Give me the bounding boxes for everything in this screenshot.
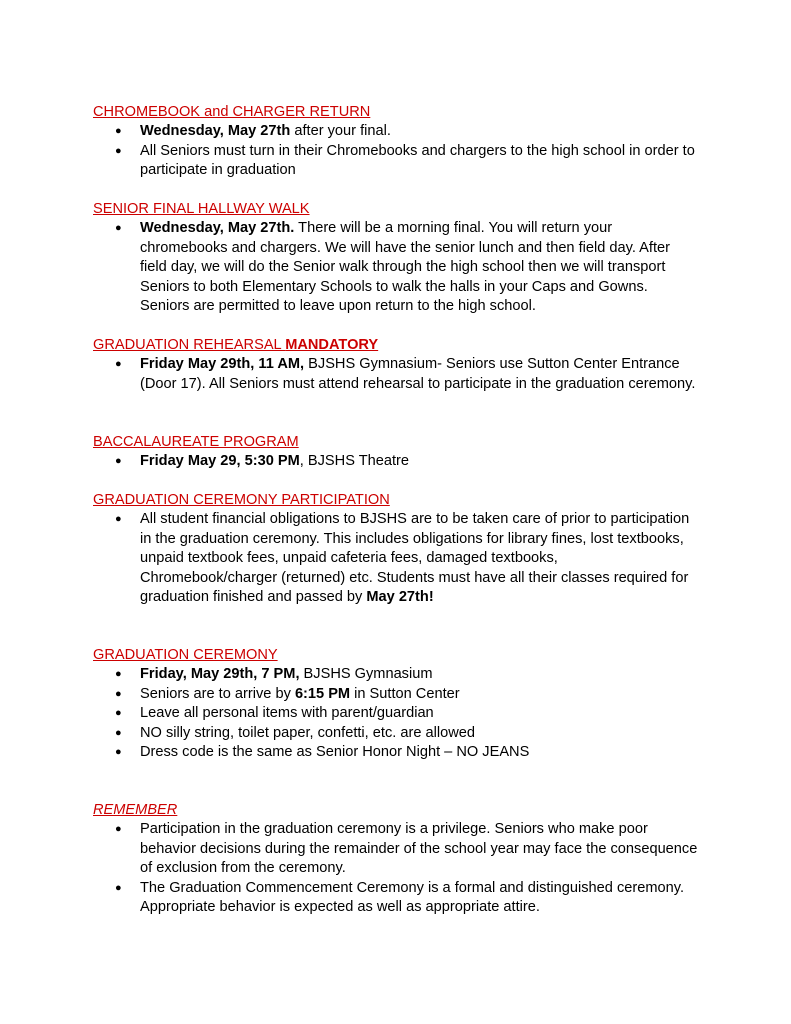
list-item: ● NO silly string, toilet paper, confetti, etc. are allowed [0,724,791,744]
item-date: Wednesday, May 27th [140,123,291,139]
hallway-walk-list [0,219,791,317]
list-item: ● The Graduation Commencement Ceremony is a formal and distinguished ceremony. Appropriate behavior is expected as well as appropriate attire. [0,879,791,918]
list-item: ● Seniors are to arrive by 6:15 PM in Sutton Center [0,685,791,705]
remember-list [0,820,791,918]
rehearsal-list [0,355,791,394]
list-item: ● All Seniors must turn in their Chromebooks and chargers to the high school in order to participate in graduation [0,142,791,181]
section-heading-rehearsal: GRADUATION REHEARSAL MANDATORY [93,337,379,353]
item-date: Friday, May 29th, 7 PM, [140,666,300,682]
section-heading-hallway-walk: SENIOR FINAL HALLWAY WALK [93,201,310,217]
section-heading-remember: REMEMBER [93,802,178,818]
section-heading-baccalaureate: BACCALAUREATE PROGRAM [93,434,299,450]
list-item: ● All student financial obligations to BJSHS are to be taken care of prior to participation in the graduation ceremony. This includes obligations for library fines, lost textbooks, unpaid textbook fees, unpaid cafeteria fees, damaged textbooks, Chromebook/charger (returned) etc. Students must have all their classes required for graduation finished and passed by May 27th! [0,510,791,608]
list-item: ● Dress code is the same as Senior Honor Night – NO JEANS [0,743,791,763]
item-date: Friday May 29, 5:30 PM [140,453,300,469]
item-deadline: May 27th! [366,589,434,605]
mandatory-label: MANDATORY [285,337,379,353]
item-date: Wednesday, May 27th. [140,220,295,236]
chromebook-return-list [0,122,791,181]
participation-list [0,510,791,608]
section-heading-participation: GRADUATION CEREMONY PARTICIPATION [93,492,390,508]
item-time: 6:15 PM [294,685,351,702]
list-item: ● Friday May 29, 5:30 PM, BJSHS Theatre [0,452,791,472]
ceremony-list [0,665,791,763]
list-item: ● Friday, May 29th, 7 PM, BJSHS Gymnasium [0,665,791,685]
list-item: ● Friday May 29th, 11 AM, BJSHS Gymnasium- Seniors use Sutton Center Entrance (Door 17). All Seniors must attend rehearsal to participate in the graduation ceremony. [0,355,791,394]
list-item: ● Wednesday, May 27th after your final. [0,122,791,142]
section-heading-chromebook-return: CHROMEBOOK and CHARGER RETURN [93,104,371,120]
baccalaureate-list [0,452,791,472]
item-date: Friday May 29th, 11 AM, [140,356,305,372]
list-item: ● Leave all personal items with parent/guardian [0,704,791,724]
list-item: ● Participation in the graduation ceremony is a privilege. Seniors who make poor behavior decisions during the remainder of the school year may face the consequence of exclusion from the ceremony. [0,820,791,879]
section-heading-ceremony: GRADUATION CEREMONY [93,647,278,663]
list-item: ● Wednesday, May 27th. There will be a morning final. You will return your chromebooks and chargers. We will have the senior lunch and then field day. After field day, we will do the Senior walk through the high school then we will transport Seniors to both Elementary Schools to walk the halls in your Caps and Gowns. Seniors are permitted to leave upon return to the high school. [0,219,791,317]
